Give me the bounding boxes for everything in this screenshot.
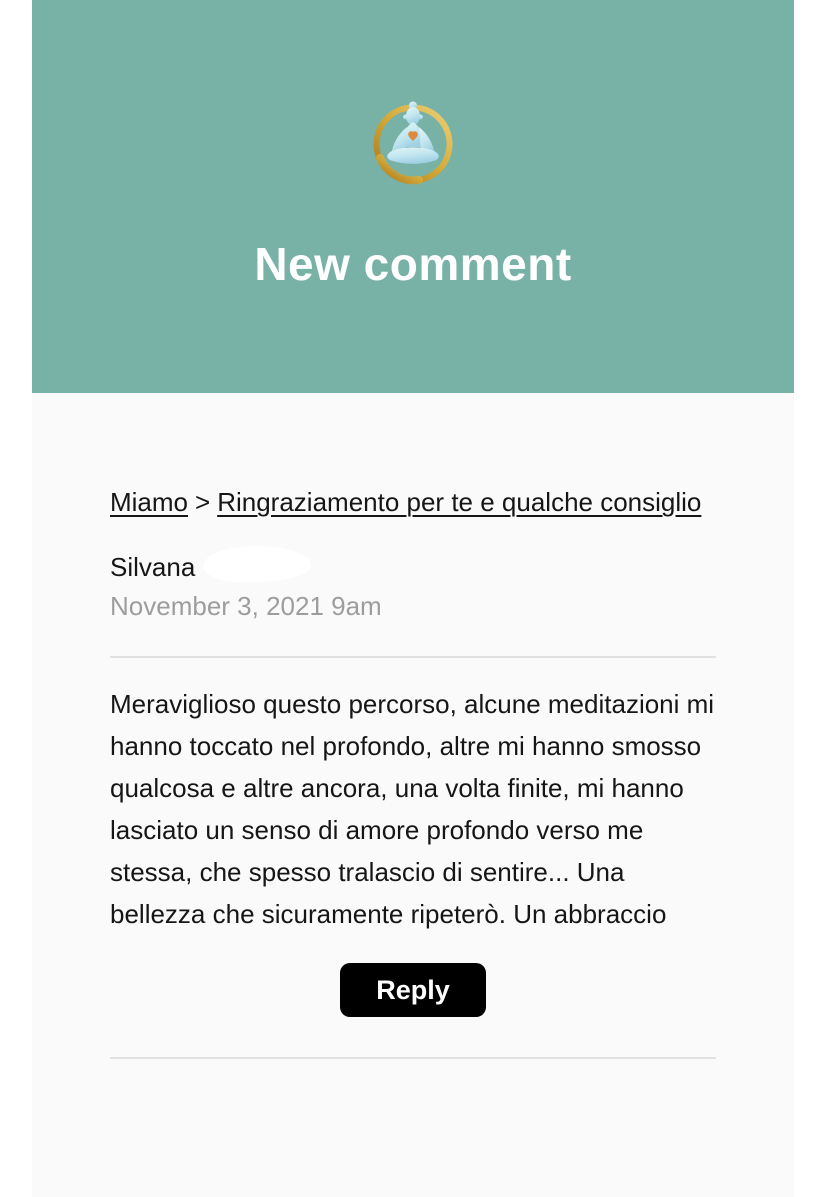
- email-container: [32, 0, 794, 1197]
- email-header: [32, 0, 794, 393]
- breadcrumb-site-link[interactable]: Miamo: [110, 487, 189, 517]
- comment-timestamp: November 3, 2021 9am: [110, 591, 382, 621]
- divider-top: [110, 656, 716, 658]
- comment-body: Meraviglioso questo percorso, alcune meditazioni mi hanno toccato nel profondo, altre mi hanno smosso qualcosa e altre ancora, una volta finite, mi hanno lasciato un senso di amore profondo verso me stessa, che spesso tralascio di sentire... Una bellezza che sicuramente ripeterò. Un abbraccio: [110, 689, 715, 929]
- meditation-lotus-logo-icon: [367, 96, 459, 188]
- reply-button-row: [110, 963, 716, 1017]
- comment-author: [110, 551, 716, 583]
- breadcrumb: [110, 481, 716, 523]
- breadcrumb-separator: >: [195, 487, 211, 517]
- reply-button[interactable]: Reply: [340, 963, 486, 1017]
- email-body: [110, 393, 716, 1059]
- author-name: Silvana: [110, 552, 196, 582]
- breadcrumb-post-link[interactable]: Ringraziamento per te e qualche consiglio: [217, 487, 702, 517]
- redacted-surname: [203, 544, 312, 584]
- divider-bottom: [110, 1057, 716, 1059]
- email-title: New comment: [254, 238, 572, 290]
